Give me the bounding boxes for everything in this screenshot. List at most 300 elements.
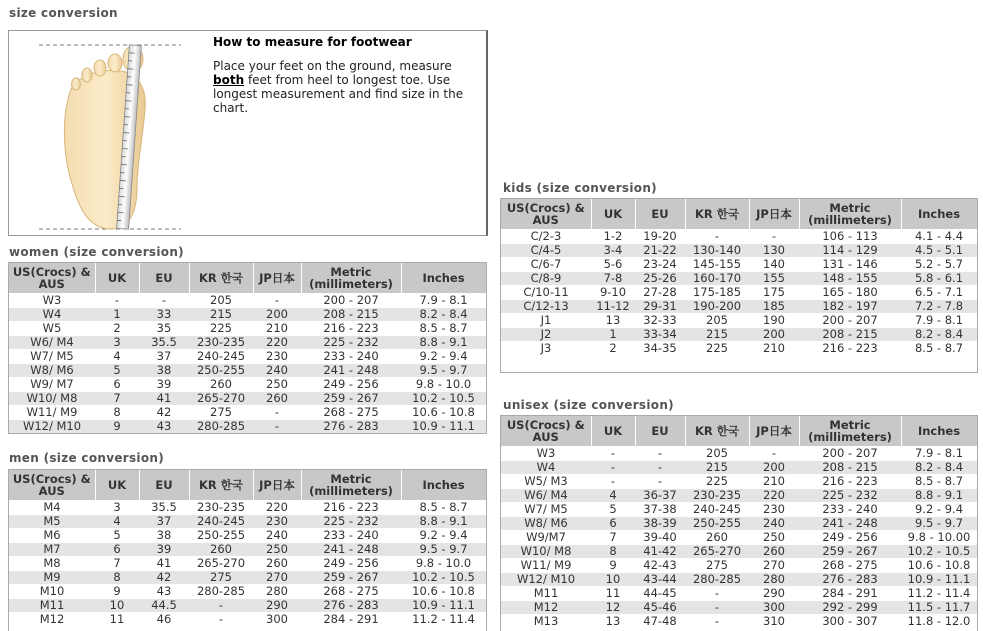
women-size-table [9, 263, 487, 433]
cell-inches: 8.2 - 8.4 [901, 328, 977, 342]
cell-kr: - [685, 601, 749, 615]
cell-jp: 175 [749, 286, 799, 300]
cell-us: M6 [9, 529, 95, 543]
table-row [9, 378, 486, 392]
column-header-metric: Metric (millimeters) [301, 470, 401, 501]
cell-kr: 260 [189, 378, 253, 392]
measure-instructions [213, 59, 481, 115]
cell-eu: 43 [139, 420, 189, 434]
cell-inches: 9.2 - 9.4 [401, 350, 486, 364]
cell-kr: 250-255 [189, 529, 253, 543]
cell-metric: 259 - 267 [301, 571, 401, 585]
measure-heading: How to measure for footwear [213, 35, 481, 49]
table-row [9, 336, 486, 350]
table-row [9, 543, 486, 557]
cell-jp: 250 [749, 531, 799, 545]
cell-inches: 9.8 - 10.0 [401, 557, 486, 571]
table-row [501, 447, 977, 461]
cell-kr: 205 [685, 447, 749, 461]
cell-inches: 11.8 - 12.0 [901, 615, 977, 629]
cell-metric: 233 - 240 [301, 529, 401, 543]
cell-us: W3 [501, 447, 591, 461]
cell-kr: - [685, 587, 749, 601]
cell-eu: 32-33 [635, 314, 685, 328]
cell-jp: - [749, 447, 799, 461]
cell-jp: 250 [253, 543, 301, 557]
table-row [501, 573, 977, 587]
column-header-metric: Metric (millimeters) [799, 199, 901, 230]
cell-uk: 11 [591, 587, 635, 601]
cell-inches: 11.2 - 11.4 [901, 587, 977, 601]
cell-jp: 130 [749, 244, 799, 258]
table-row [501, 503, 977, 517]
cell-kr: - [685, 615, 749, 629]
table-row [501, 545, 977, 559]
cell-jp: 300 [749, 601, 799, 615]
cell-jp: 280 [749, 573, 799, 587]
cell-uk: 8 [591, 545, 635, 559]
table-row [9, 529, 486, 543]
column-header-jp: JP日本 [253, 470, 301, 501]
cell-eu: 42 [139, 571, 189, 585]
cell-metric: 300 - 307 [799, 615, 901, 629]
cell-kr: 260 [685, 531, 749, 545]
cell-metric: 284 - 291 [799, 587, 901, 601]
page-title: size conversion [9, 6, 118, 20]
cell-eu: 25-26 [635, 272, 685, 286]
cell-jp: 220 [253, 501, 301, 515]
cell-kr: 225 [685, 342, 749, 356]
cell-inches: 5.8 - 6.1 [901, 272, 977, 286]
cell-us: W4 [501, 461, 591, 475]
cell-jp: 200 [253, 308, 301, 322]
table-row [9, 515, 486, 529]
cell-inches: 8.2 - 8.4 [401, 308, 486, 322]
cell-us: C/10-11 [501, 286, 591, 300]
cell-eu: 39-40 [635, 531, 685, 545]
column-header-us: US(Crocs) & AUS [9, 263, 95, 294]
column-header-metric: Metric (millimeters) [301, 263, 401, 294]
cell-kr: 215 [189, 308, 253, 322]
cell-kr: 275 [685, 559, 749, 573]
cell-uk: 8 [95, 406, 139, 420]
table-row [501, 314, 977, 328]
cell-jp: 210 [749, 475, 799, 489]
column-header-jp: JP日本 [253, 263, 301, 294]
measure-text-before: Place your feet on the ground, measure [213, 59, 452, 73]
cell-metric: 208 - 215 [799, 328, 901, 342]
cell-uk: 6 [591, 517, 635, 531]
table-row [9, 364, 486, 378]
cell-uk: 3-4 [591, 244, 635, 258]
cell-uk: 13 [591, 615, 635, 629]
column-header-uk: UK [95, 263, 139, 294]
cell-inches: 8.8 - 9.1 [401, 515, 486, 529]
cell-eu: 35.5 [139, 501, 189, 515]
cell-us: W5/ M3 [501, 475, 591, 489]
column-header-uk: UK [95, 470, 139, 501]
cell-jp: 210 [253, 322, 301, 336]
cell-eu: 34-35 [635, 342, 685, 356]
column-header-metric: Metric (millimeters) [799, 416, 901, 447]
cell-metric: 241 - 248 [799, 517, 901, 531]
cell-us: W9/M7 [501, 531, 591, 545]
cell-eu: 37 [139, 515, 189, 529]
cell-jp: - [253, 406, 301, 420]
cell-metric: 249 - 256 [301, 378, 401, 392]
column-header-kr: KR 한국 [189, 263, 253, 294]
cell-inches: 9.8 - 10.0 [401, 378, 486, 392]
column-header-eu: EU [635, 416, 685, 447]
cell-eu: 35.5 [139, 336, 189, 350]
cell-us: W10/ M8 [9, 392, 95, 406]
cell-us: M11 [501, 587, 591, 601]
cell-inches: 8.5 - 8.7 [901, 475, 977, 489]
cell-metric: 276 - 283 [301, 599, 401, 613]
cell-metric: 114 - 129 [799, 244, 901, 258]
table-row [501, 258, 977, 272]
cell-eu: 39 [139, 543, 189, 557]
cell-uk: 5 [95, 364, 139, 378]
column-header-uk: UK [591, 416, 635, 447]
cell-inches: 10.9 - 11.1 [401, 420, 486, 434]
cell-kr: 240-245 [685, 503, 749, 517]
table-row [501, 517, 977, 531]
column-header-inches: Inches [401, 263, 486, 294]
table-row [501, 587, 977, 601]
cell-kr: 250-255 [189, 364, 253, 378]
cell-uk: 9 [95, 420, 139, 434]
table-row [501, 489, 977, 503]
kids-table-wrap [500, 198, 978, 373]
cell-us: C/8-9 [501, 272, 591, 286]
cell-jp: 240 [749, 517, 799, 531]
cell-metric: 216 - 223 [301, 322, 401, 336]
cell-jp: 200 [749, 461, 799, 475]
cell-jp: 260 [749, 545, 799, 559]
men-section-title: men (size conversion) [9, 451, 164, 465]
cell-eu: 45-46 [635, 601, 685, 615]
cell-kr: 265-270 [189, 557, 253, 571]
cell-us: M8 [9, 557, 95, 571]
table-row [9, 501, 486, 515]
cell-uk: - [591, 447, 635, 461]
cell-kr: 230-235 [189, 336, 253, 350]
cell-eu: 23-24 [635, 258, 685, 272]
table-row [9, 599, 486, 613]
cell-uk: 7 [95, 557, 139, 571]
women-table-wrap [8, 262, 487, 434]
cell-uk: 1 [95, 308, 139, 322]
men-size-table [9, 470, 487, 626]
cell-inches: 4.5 - 5.1 [901, 244, 977, 258]
column-header-eu: EU [139, 263, 189, 294]
table-row [501, 342, 977, 356]
men-table-wrap [8, 469, 487, 631]
cell-metric: 200 - 207 [799, 447, 901, 461]
cell-eu: 42-43 [635, 559, 685, 573]
cell-uk: 10 [95, 599, 139, 613]
cell-us: J2 [501, 328, 591, 342]
cell-jp: 220 [749, 489, 799, 503]
cell-kr: 160-170 [685, 272, 749, 286]
cell-metric: 292 - 299 [799, 601, 901, 615]
cell-inches: 4.1 - 4.4 [901, 230, 977, 244]
unisex-table-wrap [500, 415, 978, 631]
cell-us: W12/ M10 [501, 573, 591, 587]
cell-metric: 216 - 223 [799, 342, 901, 356]
cell-jp: 190 [749, 314, 799, 328]
cell-inches: 9.5 - 9.7 [401, 364, 486, 378]
cell-eu: 43 [139, 585, 189, 599]
table-row [9, 420, 486, 434]
column-header-us: US(Crocs) & AUS [9, 470, 95, 501]
table-row [9, 294, 486, 308]
measure-text-after: feet from heel to longest toe. Use longest measurement and find size in the chart. [213, 73, 463, 115]
table-row [501, 461, 977, 475]
cell-eu: 19-20 [635, 230, 685, 244]
column-header-uk: UK [591, 199, 635, 230]
cell-eu: 35 [139, 322, 189, 336]
cell-eu: 43-44 [635, 573, 685, 587]
cell-jp: 240 [253, 364, 301, 378]
cell-uk: 7-8 [591, 272, 635, 286]
cell-metric: 233 - 240 [799, 503, 901, 517]
cell-kr: 130-140 [685, 244, 749, 258]
cell-metric: 225 - 232 [799, 489, 901, 503]
cell-us: W9/ M7 [9, 378, 95, 392]
cell-us: W6/ M4 [501, 489, 591, 503]
cell-us: W7/ M5 [9, 350, 95, 364]
column-header-us: US(Crocs) & AUS [501, 416, 591, 447]
cell-uk: 3 [95, 501, 139, 515]
cell-uk: 4 [95, 515, 139, 529]
cell-jp: 260 [253, 392, 301, 406]
cell-uk: 9 [591, 559, 635, 573]
table-row [501, 244, 977, 258]
unisex-size-table [501, 416, 978, 628]
cell-jp: 230 [749, 503, 799, 517]
cell-metric: 268 - 275 [799, 559, 901, 573]
table-row [9, 308, 486, 322]
cell-uk: 1-2 [591, 230, 635, 244]
cell-uk: 13 [591, 314, 635, 328]
cell-eu: - [635, 461, 685, 475]
cell-metric: 249 - 256 [301, 557, 401, 571]
cell-us: C/12-13 [501, 300, 591, 314]
cell-us: M9 [9, 571, 95, 585]
cell-jp: 270 [253, 571, 301, 585]
table-row [501, 615, 977, 629]
column-header-inches: Inches [401, 470, 486, 501]
cell-kr: 265-270 [685, 545, 749, 559]
cell-uk: 9 [95, 585, 139, 599]
cell-inches: 9.8 - 10.00 [901, 531, 977, 545]
cell-us: W12/ M10 [9, 420, 95, 434]
cell-metric: 241 - 248 [301, 543, 401, 557]
cell-inches: 8.5 - 8.7 [401, 501, 486, 515]
table-row [9, 585, 486, 599]
table-row [9, 571, 486, 585]
cell-uk: 11-12 [591, 300, 635, 314]
cell-eu: - [635, 447, 685, 461]
cell-eu: 36-37 [635, 489, 685, 503]
kids-size-table [501, 199, 978, 355]
cell-metric: 259 - 267 [799, 545, 901, 559]
table-row [501, 272, 977, 286]
cell-kr: 280-285 [685, 573, 749, 587]
cell-jp: 250 [253, 378, 301, 392]
cell-eu: 41-42 [635, 545, 685, 559]
cell-inches: 10.9 - 11.1 [901, 573, 977, 587]
cell-metric: 259 - 267 [301, 392, 401, 406]
cell-inches: 7.9 - 8.1 [401, 294, 486, 308]
cell-metric: 165 - 180 [799, 286, 901, 300]
cell-metric: 216 - 223 [301, 501, 401, 515]
column-header-eu: EU [139, 470, 189, 501]
table-row [9, 322, 486, 336]
cell-jp: 310 [749, 615, 799, 629]
cell-inches: 7.9 - 8.1 [901, 314, 977, 328]
cell-jp: - [253, 420, 301, 434]
column-header-jp: JP日本 [749, 199, 799, 230]
cell-jp: 210 [749, 342, 799, 356]
cell-us: W8/ M6 [9, 364, 95, 378]
table-row [501, 475, 977, 489]
cell-kr: 275 [189, 571, 253, 585]
cell-eu: 37 [139, 350, 189, 364]
cell-inches: 9.5 - 9.7 [401, 543, 486, 557]
table-row [9, 350, 486, 364]
cell-uk: 6 [95, 378, 139, 392]
measure-text-block [213, 35, 481, 115]
table-row [501, 531, 977, 545]
cell-kr: 205 [189, 294, 253, 308]
cell-us: W5 [9, 322, 95, 336]
cell-uk: 6 [95, 543, 139, 557]
cell-inches: 8.2 - 8.4 [901, 461, 977, 475]
cell-kr: - [189, 613, 253, 627]
cell-uk: 4 [95, 350, 139, 364]
cell-us: M7 [9, 543, 95, 557]
cell-inches: 9.5 - 9.7 [901, 517, 977, 531]
cell-inches: 8.5 - 8.7 [901, 342, 977, 356]
cell-metric: 284 - 291 [301, 613, 401, 627]
cell-inches: 9.2 - 9.4 [401, 529, 486, 543]
cell-jp: - [749, 230, 799, 244]
cell-uk: 5 [591, 503, 635, 517]
cell-eu: 21-22 [635, 244, 685, 258]
cell-kr: 240-245 [189, 350, 253, 364]
cell-inches: 9.2 - 9.4 [901, 503, 977, 517]
column-header-us: US(Crocs) & AUS [501, 199, 591, 230]
cell-metric: 208 - 215 [301, 308, 401, 322]
table-row [501, 328, 977, 342]
cell-eu: - [139, 294, 189, 308]
cell-inches: 6.5 - 7.1 [901, 286, 977, 300]
cell-uk: 5-6 [591, 258, 635, 272]
cell-inches: 10.6 - 10.8 [901, 559, 977, 573]
column-header-inches: Inches [901, 416, 977, 447]
cell-uk: 10 [591, 573, 635, 587]
cell-us: C/2-3 [501, 230, 591, 244]
cell-kr: 190-200 [685, 300, 749, 314]
foot-measure-illustration [33, 37, 183, 233]
cell-inches: 10.2 - 10.5 [901, 545, 977, 559]
table-row [9, 392, 486, 406]
cell-us: W8/ M6 [501, 517, 591, 531]
cell-metric: 276 - 283 [301, 420, 401, 434]
cell-jp: 230 [253, 515, 301, 529]
cell-kr: 230-235 [189, 501, 253, 515]
cell-metric: 241 - 248 [301, 364, 401, 378]
cell-us: W11/ M9 [501, 559, 591, 573]
cell-jp: 300 [253, 613, 301, 627]
cell-inches: 10.6 - 10.8 [401, 406, 486, 420]
column-header-jp: JP日本 [749, 416, 799, 447]
cell-us: M13 [501, 615, 591, 629]
cell-eu: 41 [139, 557, 189, 571]
cell-jp: 260 [253, 557, 301, 571]
cell-uk: 1 [591, 328, 635, 342]
cell-uk: 11 [95, 613, 139, 627]
cell-kr: 215 [685, 461, 749, 475]
cell-inches: 10.9 - 11.1 [401, 599, 486, 613]
column-header-kr: KR 한국 [685, 199, 749, 230]
cell-kr: - [685, 230, 749, 244]
cell-metric: 233 - 240 [301, 350, 401, 364]
cell-us: M11 [9, 599, 95, 613]
cell-metric: 276 - 283 [799, 573, 901, 587]
cell-jp: 290 [749, 587, 799, 601]
table-row [501, 601, 977, 615]
cell-metric: 225 - 232 [301, 515, 401, 529]
cell-metric: 131 - 146 [799, 258, 901, 272]
table-row [9, 406, 486, 420]
cell-us: M12 [501, 601, 591, 615]
cell-jp: - [253, 294, 301, 308]
cell-us: M4 [9, 501, 95, 515]
cell-jp: 185 [749, 300, 799, 314]
cell-uk: - [591, 461, 635, 475]
cell-eu: - [635, 475, 685, 489]
table-row [501, 230, 977, 244]
table-row [9, 557, 486, 571]
cell-inches: 5.2 - 5.7 [901, 258, 977, 272]
column-header-kr: KR 한국 [685, 416, 749, 447]
cell-eu: 46 [139, 613, 189, 627]
cell-us: C/4-5 [501, 244, 591, 258]
table-row [501, 300, 977, 314]
cell-inches: 10.2 - 10.5 [401, 571, 486, 585]
cell-jp: 290 [253, 599, 301, 613]
cell-kr: 225 [189, 322, 253, 336]
table-row [501, 559, 977, 573]
cell-inches: 10.6 - 10.8 [401, 585, 486, 599]
cell-inches: 10.2 - 10.5 [401, 392, 486, 406]
cell-eu: 38 [139, 364, 189, 378]
cell-us: C/6-7 [501, 258, 591, 272]
cell-us: J3 [501, 342, 591, 356]
cell-eu: 33-34 [635, 328, 685, 342]
cell-kr: - [189, 599, 253, 613]
cell-kr: 275 [189, 406, 253, 420]
cell-metric: 106 - 113 [799, 230, 901, 244]
cell-us: M10 [9, 585, 95, 599]
cell-kr: 280-285 [189, 420, 253, 434]
cell-uk: 9-10 [591, 286, 635, 300]
cell-eu: 29-31 [635, 300, 685, 314]
